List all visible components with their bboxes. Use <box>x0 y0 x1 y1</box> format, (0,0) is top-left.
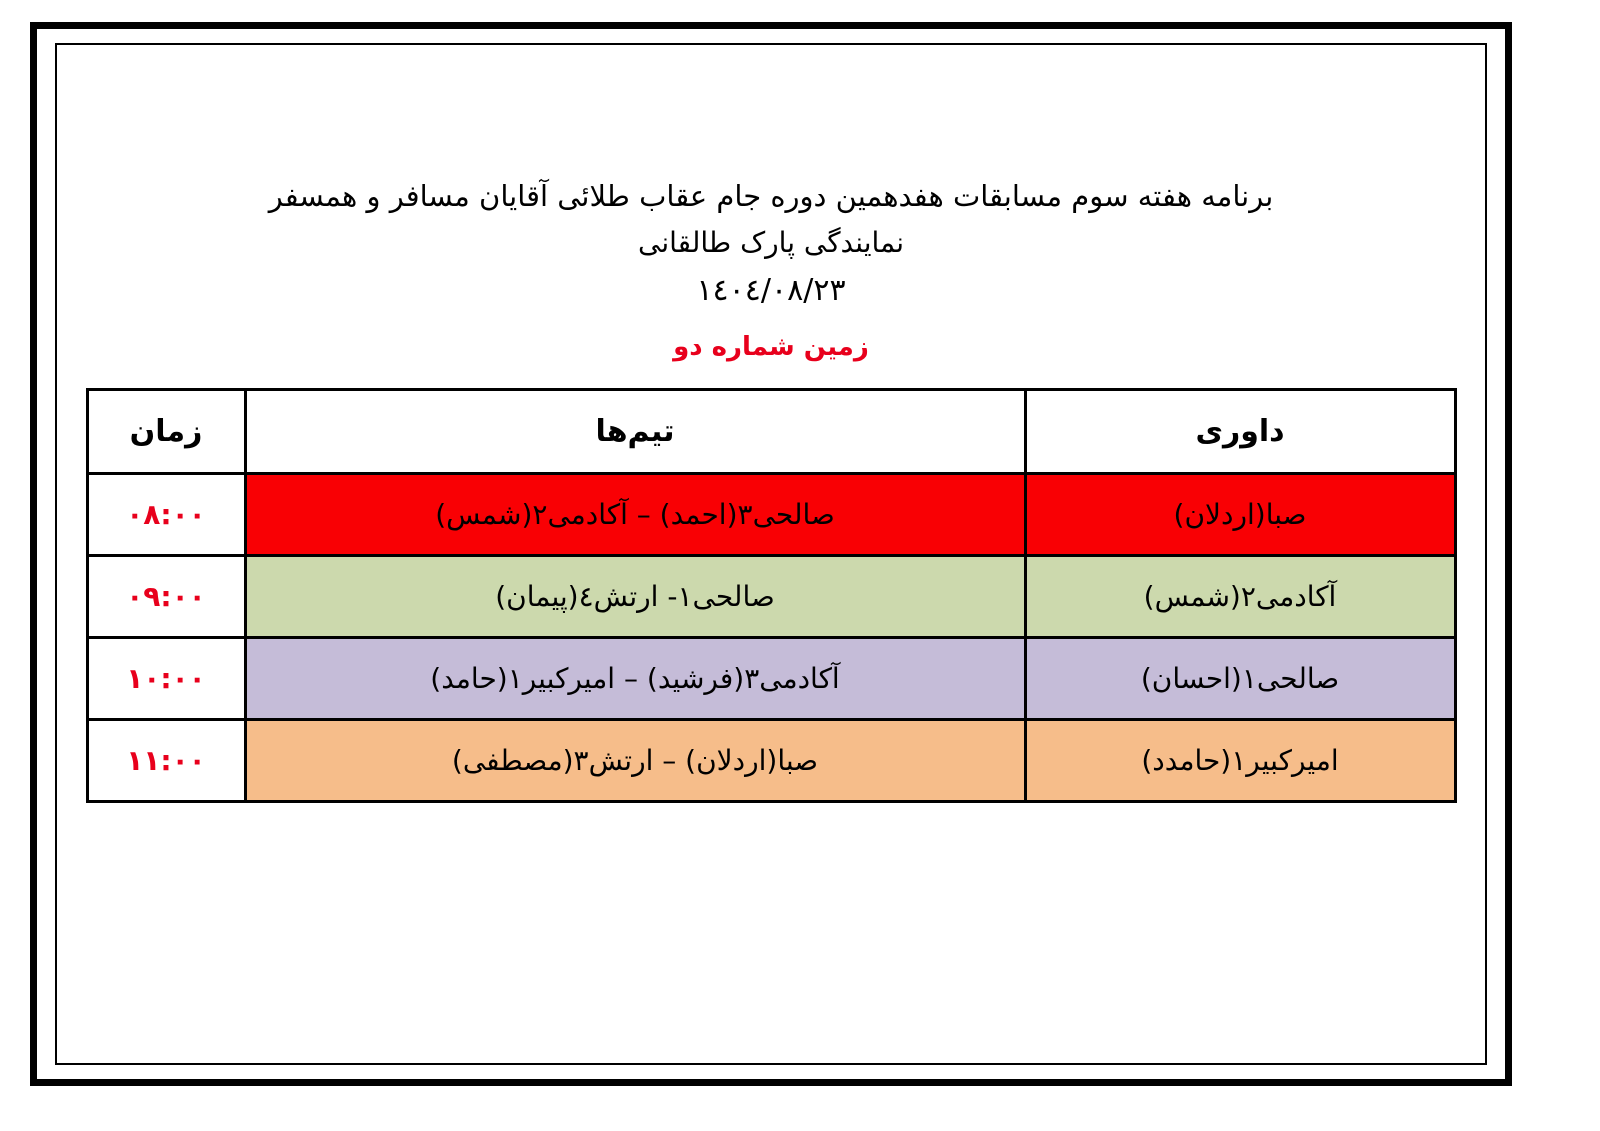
schedule-table <box>86 388 1457 803</box>
cell-teams: صالحی٣(احمد) – آکادمی٢(شمس) <box>245 474 1025 556</box>
cell-referee: صالحی١(احسان) <box>1025 638 1455 720</box>
table-row <box>87 638 1455 720</box>
cell-teams: آکادمی٣(فرشید) – امیرکبیر١(حامد) <box>245 638 1025 720</box>
schedule-table-head <box>87 390 1455 474</box>
document-title-line-2: نمایندگی پارک طالقانی <box>638 225 904 259</box>
document-content <box>57 45 1485 1063</box>
cell-referee: صبا(اردلان) <box>1025 474 1455 556</box>
column-header-teams: تیم‌ها <box>245 390 1025 474</box>
cell-referee: امیرکبیر١(حامدد) <box>1025 720 1455 802</box>
title-block <box>57 173 1485 362</box>
cell-teams: صبا(اردلان) – ارتش٣(مصطفی) <box>245 720 1025 802</box>
cell-referee: آکادمی٢(شمس) <box>1025 556 1455 638</box>
table-row <box>87 556 1455 638</box>
cell-time: ١٠:٠٠ <box>87 638 245 720</box>
table-row <box>87 720 1455 802</box>
document-title-line-1: برنامه هفته سوم مسابقات هفدهمین دوره جام عقاب طلائی آقایان مسافر و همسفر <box>268 179 1274 213</box>
page-inner-border <box>55 43 1487 1065</box>
table-row <box>87 474 1455 556</box>
table-header-row <box>87 390 1455 474</box>
column-header-time: زمان <box>87 390 245 474</box>
page-outer-border <box>30 22 1512 1086</box>
column-header-referee: داوری <box>1025 390 1455 474</box>
document-date: ١٤٠٤/٠٨/٢٣ <box>696 273 846 309</box>
ground-label: زمین شماره دو <box>673 332 869 363</box>
cell-time: ١١:٠٠ <box>87 720 245 802</box>
cell-teams: صالحی١- ارتش٤(پیمان) <box>245 556 1025 638</box>
cell-time: ٠٨:٠٠ <box>87 474 245 556</box>
cell-time: ٠٩:٠٠ <box>87 556 245 638</box>
schedule-table-body <box>87 474 1455 802</box>
